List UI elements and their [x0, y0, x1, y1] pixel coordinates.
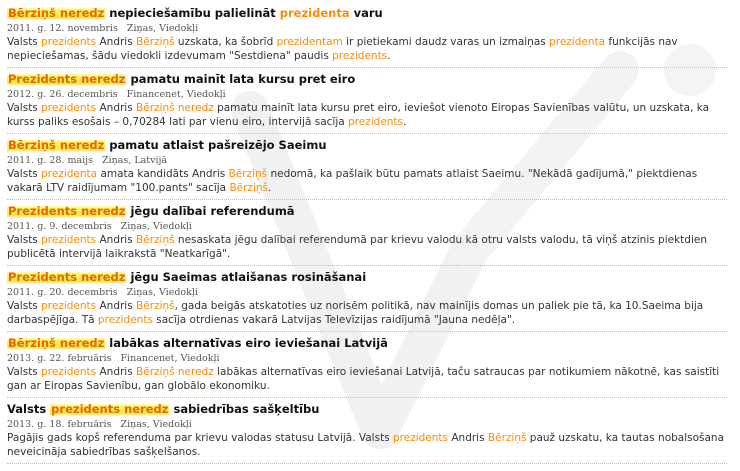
result-categories: Ziņas, Viedokļi	[126, 23, 199, 34]
result-date: 2013. g. 22. februāris	[7, 353, 112, 364]
result-meta	[7, 286, 727, 299]
snippet-text: Pagājis gads kopš referenduma par krievu valodas statusu Latvijā. Valsts	[7, 432, 393, 444]
search-result-item	[7, 200, 727, 266]
search-result-item	[7, 332, 727, 398]
result-title-link[interactable]	[7, 268, 727, 286]
result-snippet	[7, 233, 727, 261]
title-text: pamatu mainīt lata kursu pret eiro	[126, 72, 356, 86]
result-categories: Ziņas, Viedokļi	[120, 221, 192, 232]
snippet-text: amata kandidāts Andris	[97, 168, 229, 180]
highlighted-keyword: Bērziņš neredz	[8, 6, 105, 20]
search-result-item	[7, 134, 727, 200]
keyword-text: Bērziņš	[487, 432, 527, 444]
snippet-text: Valsts	[7, 366, 42, 378]
keyword-text: Bērziņš neredz	[136, 366, 214, 378]
title-text: jēgu Saeimas atlaišanas rosināšanai	[126, 270, 367, 284]
title-text: Valsts	[7, 402, 51, 416]
result-meta	[7, 154, 727, 167]
title-text: sabiedrības sašķeltību	[169, 402, 320, 416]
snippet-text: Valsts	[7, 168, 42, 180]
snippet-text: Valsts	[7, 102, 42, 114]
keyword-text: prezidents	[393, 432, 449, 444]
snippet-text: Andris	[96, 102, 137, 114]
result-meta	[7, 352, 727, 365]
result-title-link[interactable]	[7, 400, 727, 418]
result-categories: Ziņas, Latvijā	[102, 155, 168, 166]
title-text: jēgu dalībai referendumā	[126, 204, 295, 218]
snippet-text: , gada beigās atskatoties uz norisēm politikā, nav mainījis domas un paliek pie tā, ka 10.Saeima bija darbaspējīga. Tā	[7, 300, 704, 326]
keyword-text: prezidents	[41, 102, 97, 114]
highlighted-keyword: Prezidents neredz	[8, 270, 126, 284]
keyword-text: prezidentam	[276, 36, 343, 48]
highlighted-keyword: Bērziņš neredz	[8, 138, 105, 152]
result-snippet	[7, 167, 727, 195]
keyword-text: prezidents	[41, 366, 97, 378]
keyword-text: Bērziņš	[136, 36, 175, 48]
title-text: labākas alternatīvas eiro ieviešanai Latvijā	[105, 336, 388, 350]
snippet-text: pamatu mainīt lata kursu pret eiro, ieviešot vienoto Eiropas Savienības valūtu, un uzskata, ka kurss paliks esošais – 0,70284 lati par vienu eiro, intervijā sacīja	[7, 102, 710, 128]
snippet-text: .	[403, 116, 407, 128]
snippet-text: Andris	[448, 432, 488, 444]
snippet-text: sacīja otrdienas vakarā Latvijas Televīzijas raidījumā "Jauna nedēļa".	[152, 314, 516, 326]
snippet-text: Valsts	[7, 36, 42, 48]
result-meta	[7, 418, 727, 431]
highlighted-keyword: prezidents neredz	[51, 402, 169, 416]
search-result-item	[7, 398, 727, 464]
result-snippet	[7, 299, 727, 327]
snippet-text: uzskata, ka šobrīd	[174, 36, 277, 48]
title-text: nepieciešamību palielināt	[105, 6, 280, 20]
keyword-text: prezidents	[41, 36, 97, 48]
keyword-text: Bērziņš	[229, 182, 269, 194]
keyword-text: prezidents	[41, 300, 97, 312]
title-text: pamatu atlaist pašreizējo Saeimu	[105, 138, 327, 152]
keyword-text: prezidenta	[549, 36, 606, 48]
highlighted-keyword: Prezidents neredz	[8, 204, 126, 218]
result-title-link[interactable]	[7, 4, 727, 22]
result-date: 2012. g. 26. decembris	[7, 89, 118, 100]
keyword-text: Bērziņš neredz	[136, 102, 214, 114]
result-title-link[interactable]	[7, 136, 727, 154]
result-meta	[7, 88, 727, 101]
result-snippet	[7, 101, 727, 129]
snippet-text: .	[387, 50, 391, 62]
snippet-text: Andris	[96, 234, 137, 246]
snippet-text: .	[268, 182, 272, 194]
snippet-text: nedomā, ka pašlaik būtu pamats atlaist Saeimu. "Nekādā gadījumā," piektdienas vakarā LTV raidījumam "100.pants" sacīja	[7, 168, 698, 194]
snippet-text: pauž uzskatu, ka tautas nobalsošana neveicināja sabiedrības sašķelšanos.	[7, 432, 725, 458]
result-title-link[interactable]	[7, 202, 727, 220]
result-categories: Ziņas, Viedokļi	[126, 287, 198, 298]
snippet-text: Valsts	[7, 234, 42, 246]
keyword-text: prezidents	[41, 234, 97, 246]
result-title-link[interactable]	[7, 70, 727, 88]
result-meta	[7, 22, 727, 35]
keyword-text: Bērziņš	[136, 300, 175, 312]
snippet-text: Andris	[96, 300, 137, 312]
result-categories: Financenet, Viedokļi	[120, 353, 220, 364]
snippet-text: nesaskata jēgu dalībai referendumā par krievu valodu kā otru valsts valodu, tā viņš atzinis piektdien publicētā intervijā laikrakstā "Neatkarīgā".	[7, 234, 707, 260]
result-date: 2013. g. 18. februāris	[7, 419, 112, 430]
snippet-text: Valsts	[7, 300, 42, 312]
keyword-text: prezidents	[348, 116, 404, 128]
result-date: 2011. g. 12. novembris	[7, 23, 118, 34]
keyword-text: prezidents	[332, 50, 388, 62]
snippet-text: Andris	[96, 36, 137, 48]
keyword-text: prezidenta	[279, 6, 350, 20]
result-snippet	[7, 365, 727, 393]
result-snippet	[7, 431, 727, 459]
search-result-item	[7, 68, 727, 134]
snippet-text: funkcijās nav nepieciešamas, šādu viedokli izdevumam "Sestdiena" paudis	[7, 36, 678, 62]
result-date: 2011. g. 28. maijs	[7, 155, 93, 166]
result-categories: Financenet, Viedokļi	[126, 89, 226, 100]
snippet-text: labākas alternatīvas eiro ieviešanai Latvijā, taču satraucas par notikumiem nākotnē, kas saistīti gan ar Eiropas Savienību, gan globālo ekonomiku.	[7, 366, 720, 392]
result-date: 2011. g. 9. decembris	[7, 221, 112, 232]
result-categories: Ziņas, Viedokļi	[120, 419, 192, 430]
keyword-text: Bērziņš	[136, 234, 175, 246]
title-text: varu	[349, 6, 383, 20]
result-title-link[interactable]	[7, 334, 727, 352]
snippet-text: Andris	[96, 366, 137, 378]
keyword-text: prezidents	[97, 314, 153, 326]
search-result-item	[7, 266, 727, 332]
keyword-text: prezidenta	[41, 168, 98, 180]
keyword-text: Bērziņš	[228, 168, 268, 180]
search-result-item	[7, 2, 727, 68]
highlighted-keyword: Bērziņš neredz	[8, 336, 105, 350]
result-date: 2011. g. 20. decembris	[7, 287, 118, 298]
result-meta	[7, 220, 727, 233]
snippet-text: ir pietiekami daudz varas un izmaiņas	[342, 36, 550, 48]
result-snippet	[7, 35, 727, 63]
highlighted-keyword: Prezidents neredz	[8, 72, 126, 86]
